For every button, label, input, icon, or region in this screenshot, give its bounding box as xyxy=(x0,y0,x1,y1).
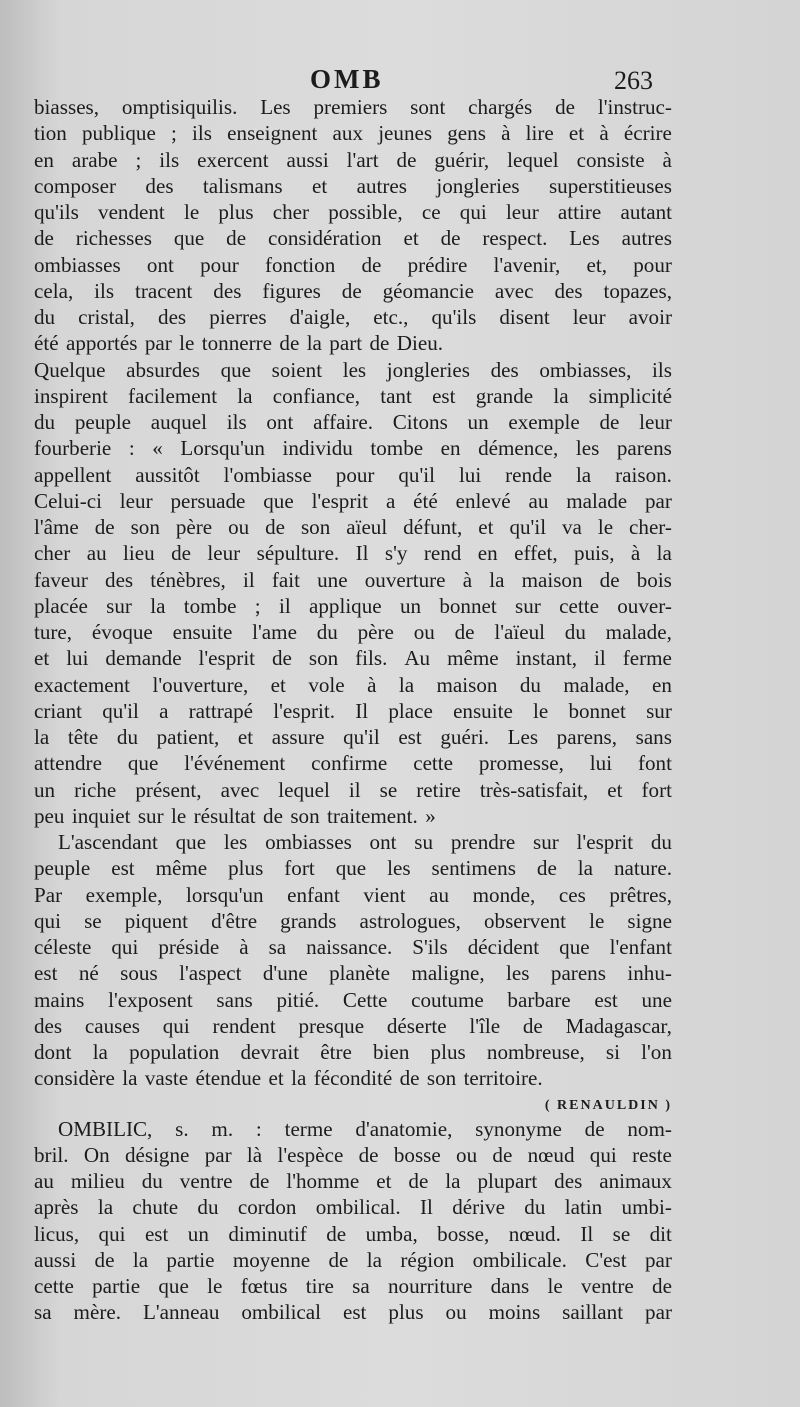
text-line: est né sous l'aspect d'une planète maligne, les parens inhu- xyxy=(34,961,672,986)
author-signature: ( RENAULDIN ) xyxy=(544,1097,672,1113)
text-line: été apportés par le tonnerre de la part de Dieu. xyxy=(34,331,444,356)
text-line: des causes qui rendent presque déserte l'île de Madagascar, xyxy=(34,1013,672,1038)
page-number: 263 xyxy=(614,66,653,95)
text-line: la tête du patient, et assure qu'il est guéri. Les parens, sans xyxy=(34,725,672,749)
text-line: qui se piquent d'être grands astrologues, observent le signe xyxy=(34,908,672,933)
text-line: cette partie que le fœtus tire sa nourriture dans le ventre de xyxy=(34,1274,672,1298)
text-line: un riche présent, avec lequel il se retire très-satisfait, et fort xyxy=(34,777,672,802)
text-line: faveur des ténèbres, il fait une ouverture à la maison de bois xyxy=(34,567,672,592)
text-line: appellent aussitôt l'ombiasse pour qu'il lui rende la raison. xyxy=(34,462,672,487)
text-line: exactement l'ouverture, et vole à la maison du malade, en xyxy=(34,672,672,697)
text-line: placée sur la tombe ; il applique un bonnet sur cette ouver- xyxy=(34,593,672,618)
text-line: ture, évoque ensuite l'ame du père ou de l'aïeul du malade, xyxy=(34,620,672,644)
text-line: en arabe ; ils exercent aussi l'art de guérir, lequel consiste à xyxy=(34,147,672,172)
text-line: biasses, omptisiquilis. Les premiers sont chargés de l'instruc- xyxy=(34,95,672,119)
text-line: Celui-ci leur persuade que l'esprit a été enlevé au malade par xyxy=(34,488,672,513)
text-line: ombiasses ont pour fonction de prédire l'avenir, et, pour xyxy=(34,252,672,277)
text-line: inspirent facilement la confiance, tant est grande la simplicité xyxy=(34,383,672,408)
entry-headword-line: OMBILIC, s. m. : terme d'anatomie, synonyme de nom- xyxy=(58,1116,672,1141)
text-line: et lui demande l'esprit de son fils. Au même instant, il ferme xyxy=(34,646,672,671)
text-line: qu'ils vendent le plus cher possible, ce qui leur attire autant xyxy=(34,200,672,224)
text-line: composer des talismans et autres jongleries superstitieuses xyxy=(34,173,672,198)
text-line: tion publique ; ils enseignent aux jeunes gens à lire et à écrire xyxy=(34,121,672,146)
text-line: bril. On désigne par là l'espèce de bosse ou de nœud qui reste xyxy=(34,1142,672,1167)
text-line: Quelque absurdes que soient les jongleries des ombiasses, ils xyxy=(34,357,672,382)
text-line: Par exemple, lorsqu'un enfant vient au monde, ces prêtres, xyxy=(34,882,672,907)
text-line: considère la vaste étendue et la fécondité de son territoire. xyxy=(34,1066,543,1091)
text-line: de richesses que de considération et de respect. Les autres xyxy=(34,226,672,251)
text-line: dont la population devrait être bien plus nombreuse, si l'on xyxy=(34,1040,672,1064)
text-line: au milieu du ventre de l'homme et de la plupart des animaux xyxy=(34,1169,672,1193)
text-line: criant qu'il a rattrapé l'esprit. Il place ensuite le bonnet sur xyxy=(34,698,672,723)
page-body xyxy=(34,94,672,1326)
text-line: céleste qui préside à sa naissance. S'ils décident que l'enfant xyxy=(34,935,672,959)
text-line: licus, qui est un diminutif de umba, bosse, nœud. Il se dit xyxy=(34,1221,672,1246)
running-head: OMB xyxy=(310,64,384,94)
text-line: aussi de la partie moyenne de la région ombilicale. C'est par xyxy=(34,1247,672,1272)
text-line: fourberie : « Lorsqu'un individu tombe en démence, les parens xyxy=(34,436,672,461)
text-line: l'âme de son père ou de son aïeul défunt, et qu'il va le cher- xyxy=(34,515,672,539)
text-line: après la chute du cordon ombilical. Il dérive du latin umbi- xyxy=(34,1195,672,1220)
text-line: mains l'exposent sans pitié. Cette coutume barbare est une xyxy=(34,987,672,1012)
text-line: attendre que l'événement confirme cette promesse, lui font xyxy=(34,751,672,776)
text-line: cher au lieu de leur sépulture. Il s'y rend en effet, puis, à la xyxy=(34,541,672,566)
text-line: du peuple auquel ils ont affaire. Citons un exemple de leur xyxy=(34,410,672,434)
text-line: peu inquiet sur le résultat de son traitement. » xyxy=(34,803,436,828)
text-line: L'ascendant que les ombiasses ont su prendre sur l'esprit du xyxy=(58,830,672,854)
text-line: peuple est même plus fort que les sentimens de la nature. xyxy=(34,856,672,881)
text-line: cela, ils tracent des figures de géomancie avec des topazes, xyxy=(34,278,672,303)
text-line: sa mère. L'anneau ombilical est plus ou moins saillant par xyxy=(34,1300,672,1325)
text-line: du cristal, des pierres d'aigle, etc., qu'ils disent leur avoir xyxy=(34,305,672,329)
